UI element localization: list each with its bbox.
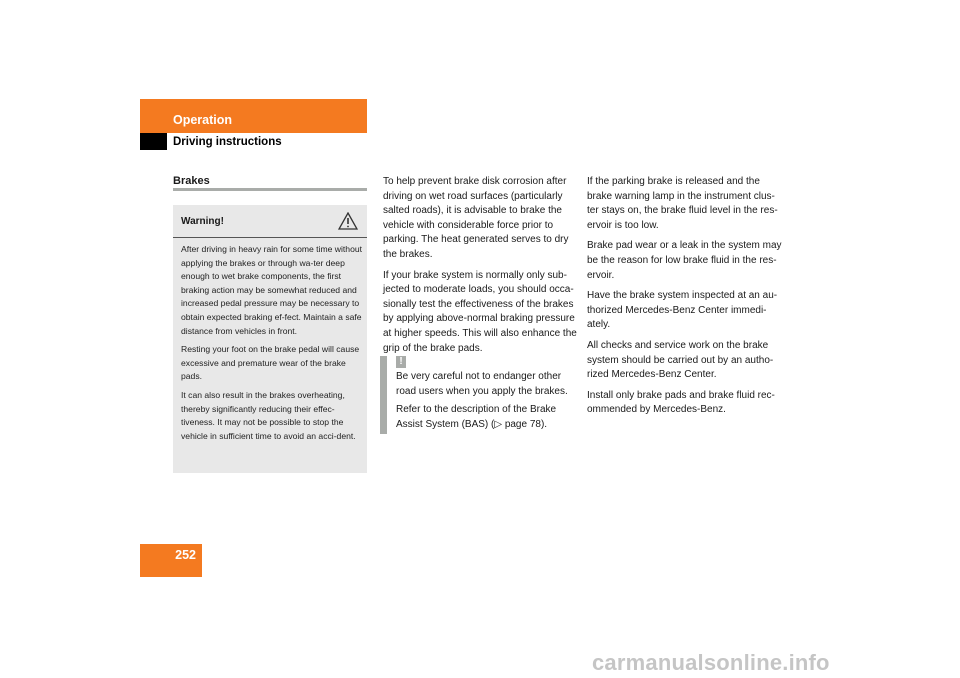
note-paragraph: Refer to the description of the Brake Assist System (BAS) (▷ page 78). (396, 404, 557, 430)
note-bar (380, 356, 387, 434)
warning-paragraph: After driving in heavy rain for some time without applying the brakes or through wa-ter deep enough to wet brake components, the first braking action may be somewhat reduced and increased pedal pressure may be necessary to obtain expected braking ef-fect. Maintain a safe distance from vehicles in front. (181, 244, 363, 336)
body-paragraph: Have the brake system inspected at an au-thorized Mercedes-Benz Center immedi-ately. (587, 290, 778, 331)
body-paragraph: All checks and service work on the brake system should be carried out by an autho-rized Mercedes-Benz Center. (587, 339, 774, 381)
warning-body (181, 243, 363, 448)
subsection-title: Driving instructions (173, 136, 282, 148)
page-number-box (140, 544, 202, 577)
page-number: 252 (175, 548, 196, 562)
note-box (380, 356, 576, 434)
body-paragraph: Brake pad wear or a leak in the system may be the reason for low brake fluid in the res-ervoir. (587, 240, 782, 281)
warning-box (173, 205, 367, 473)
warning-title: Warning! (181, 216, 224, 227)
warning-paragraph: It can also result in the brakes overheating, thereby significantly reducing their effec-tiveness. It may not be possible to stop the vehicle in sufficient time to avoid an acci-dent. (181, 389, 356, 441)
section-marker (140, 133, 167, 150)
body-paragraph: If the parking brake is released and the brake warning lamp in the instrument clus-ter stays on, the brake fluid level in the res-ervoir is too low. (587, 176, 778, 231)
note-text (396, 370, 578, 436)
note-paragraph: Be very careful not to endanger other road users when you apply the brakes. (396, 371, 568, 397)
body-paragraph: If your brake system is normally only sub-jected to moderate loads, you should occa-sionally test the effectiveness of the brakes by applying above-normal braking pressure at higher speeds. This will also enhance the grip of the brake pads. (383, 269, 577, 354)
warning-paragraph: Resting your foot on the brake pedal will cause excessive and premature wear of the brake pads. (181, 344, 360, 382)
exclamation-icon: ! (396, 356, 406, 368)
brakes-heading: Brakes (173, 175, 210, 187)
warning-divider (173, 237, 367, 238)
right-column (587, 175, 783, 424)
body-paragraph: To help prevent brake disk corrosion after driving on wet road surfaces (particularly salted roads), it is advisable to brake the vehicle with considerable force prior to parking. The heat generated serves to dry the brakes. (383, 176, 569, 260)
middle-column (383, 175, 578, 362)
section-title: Operation (173, 113, 233, 127)
warning-triangle-icon (338, 212, 358, 230)
watermark: carmanualsonline.info (592, 650, 830, 675)
heading-rule (173, 188, 367, 191)
body-paragraph: Install only brake pads and brake fluid rec-ommended by Mercedes-Benz. (587, 389, 775, 416)
